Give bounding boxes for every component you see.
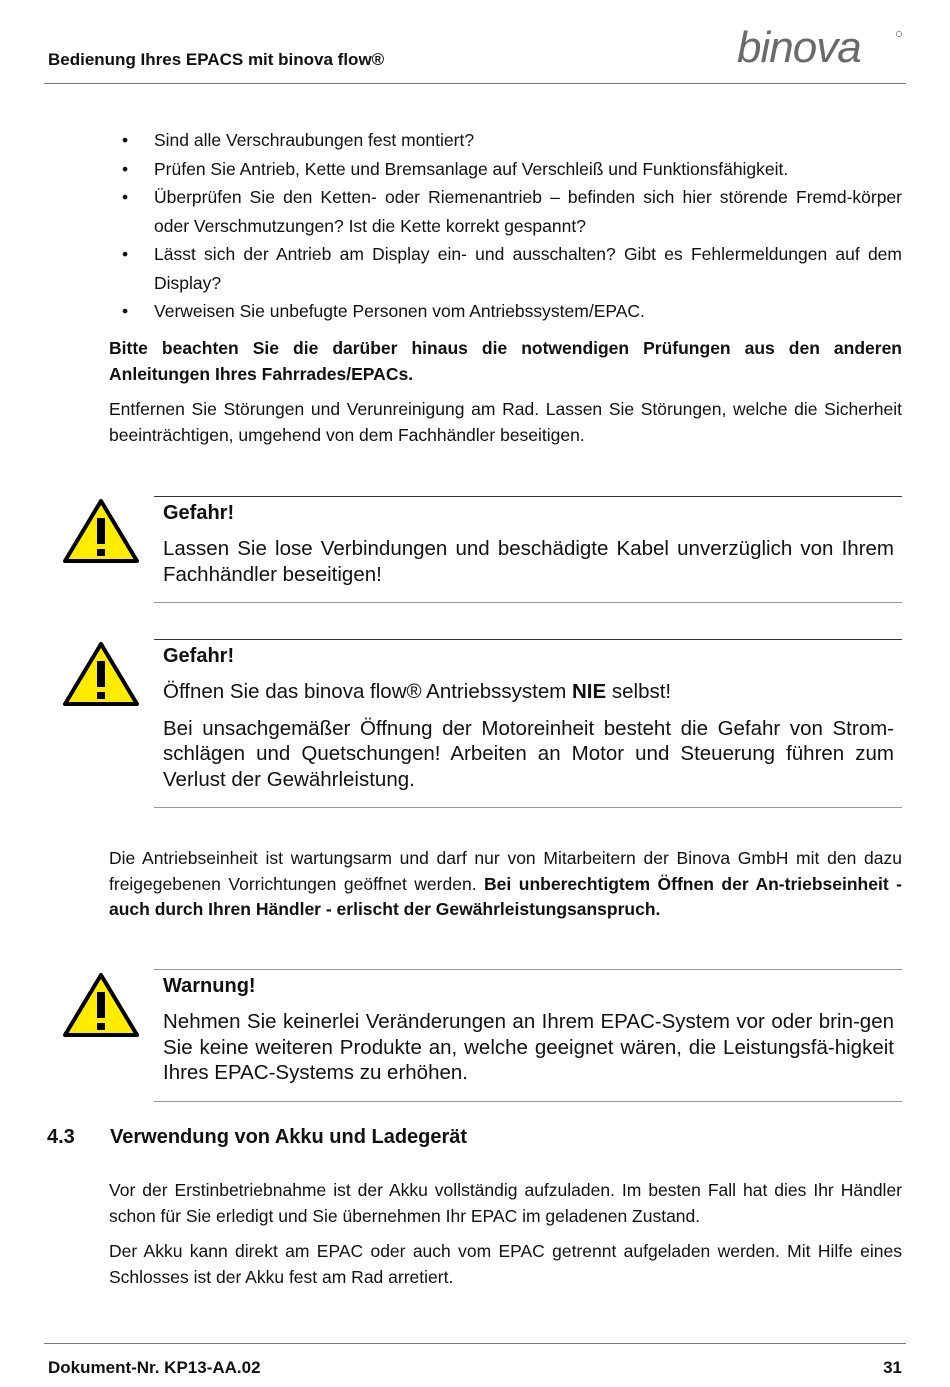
warning-text: Lassen Sie lose Verbindungen und beschädigte Kabel unverzüglich von Ihrem Fachhändler beseitigen! (163, 537, 894, 586)
checklist (108, 126, 902, 326)
warning-title: Gefahr! (163, 645, 235, 667)
list-item: • Lässt sich der Antrieb am Display ein- und ausschalten? Gibt es Fehlermeldungen auf dem Display? (108, 240, 902, 297)
akku-paragraph-2: Der Akku kann direkt am EPAC oder auch vom EPAC getrennt aufgeladen werden. Mit Hilfe eines Schlosses ist der Akku fest am Rad arretiert. (109, 1241, 902, 1287)
warning-text: Bei unsachgemäßer Öffnung der Motoreinheit besteht die Gefahr von Strom-schlägen und Quetschungen! Arbeiten an Motor und Steuerung führen zum Verlust der Gewährleistung. (163, 716, 894, 791)
section-number: 4.3 (47, 1126, 75, 1148)
list-item: • Überprüfen Sie den Ketten- oder Riemenantrieb – befinden sich hier störende Fremd-körper oder Verschmutzungen? Ist die Kette korrekt gespannt? (108, 183, 902, 240)
danger-warning-box (154, 496, 902, 603)
danger-warning-box (154, 639, 902, 808)
logo-text: binova (737, 26, 861, 70)
list-item: • Sind alle Verschraubungen fest montiert? (108, 126, 902, 155)
section-title: Verwendung von Akku und Ladegerät (110, 1126, 468, 1148)
emphasis-never: NIE (572, 680, 607, 703)
header-title: Bedienung Ihres EPACS mit binova flow® (48, 50, 385, 69)
header-divider (44, 83, 906, 84)
notice-bold-paragraph: Bitte beachten Sie die darüber hinaus die notwendigen Prüfungen aus den anderen Anleitungen Ihres Fahrrades/EPACs. (109, 338, 902, 384)
warning-triangle-icon (62, 641, 140, 707)
list-item: • Verweisen Sie unbefugte Personen vom Antriebssystem/EPAC. (108, 297, 902, 326)
akku-paragraph-1: Vor der Erstinbetriebnahme ist der Akku vollständig aufzuladen. Im besten Fall hat dies Ihr Händler schon für Sie erledigt und Sie übernehmen Ihr EPAC im geladenen Zustand. (109, 1180, 902, 1226)
remove-faults-paragraph: Entfernen Sie Störungen und Verunreinigung am Rad. Lassen Sie Störungen, welche die Sicherheit beeinträchtigen, umgehend von dem Fachhändler beseitigen. (109, 399, 902, 445)
list-item: • Prüfen Sie Antrieb, Kette und Bremsanlage auf Verschleiß und Funktionsfähigkeit. (108, 155, 902, 184)
binova-logo (735, 26, 905, 70)
caution-warning-box (154, 969, 902, 1102)
page-number: 31 (883, 1358, 902, 1377)
warning-text: Öffnen Sie das binova flow® Antriebssystem NIE selbst! (163, 680, 672, 703)
warning-title: Warnung! (163, 975, 256, 997)
warning-triangle-icon (62, 498, 140, 564)
warning-title: Gefahr! (163, 502, 235, 524)
warning-triangle-icon (62, 972, 140, 1038)
document-number: Dokument-Nr. KP13-AA.02 (48, 1358, 261, 1377)
footer-divider (44, 1343, 906, 1344)
warning-text: Nehmen Sie keinerlei Veränderungen an Ihrem EPAC-System vor oder brin-gen Sie keine weiteren Produkte an, welche geeignet wären, die Leistungsfä-higkeit Ihres EPAC-Systems zu erhöhen. (163, 1010, 894, 1084)
drive-unit-paragraph: Die Antriebseinheit ist wartungsarm und darf nur von Mitarbeitern der Binova GmbH mit den dazu freigegebenen Vorrichtungen geöffnet werden. Bei unberechtigtem Öffnen der An-triebseinheit - auch durch Ihren Händler - erlischt der Gewährleistungsanspruch. (109, 848, 902, 919)
